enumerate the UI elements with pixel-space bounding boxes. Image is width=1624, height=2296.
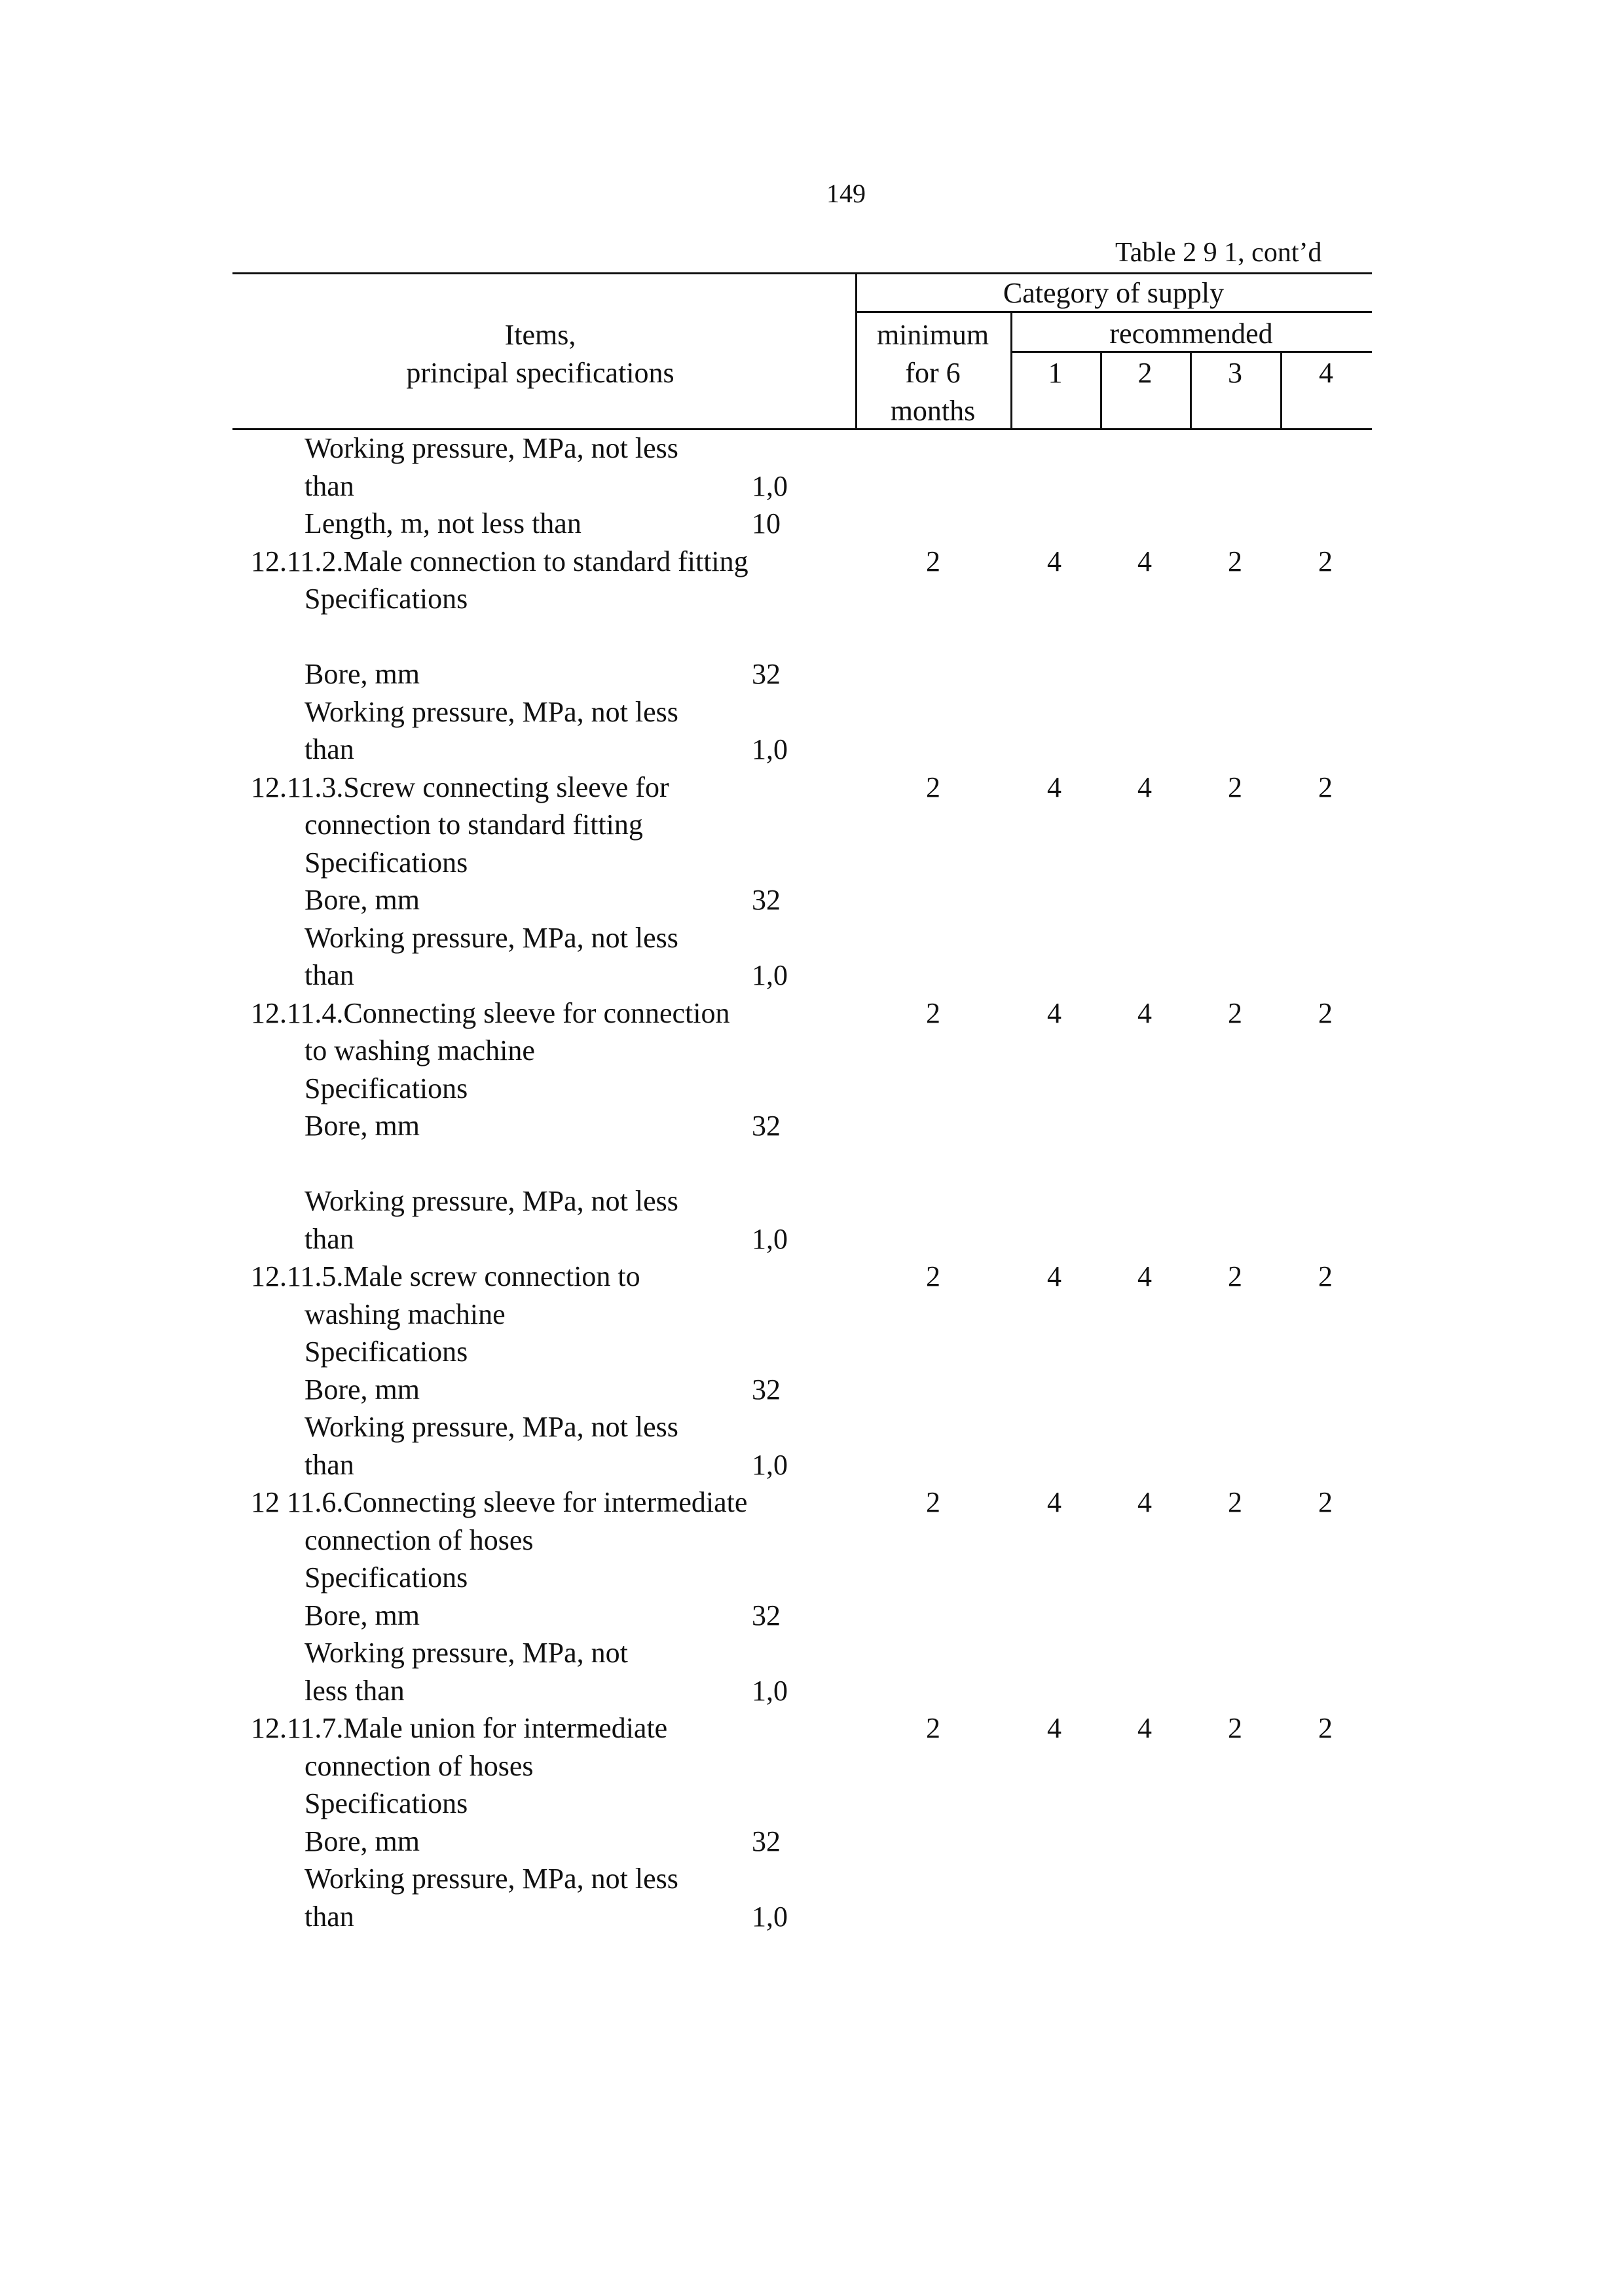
cell-recommended-3: 2 [1228, 1486, 1242, 1518]
spec-line: less than [304, 1675, 405, 1707]
cell-minimum: 2 [926, 1260, 940, 1292]
spec-line: Specifications [304, 1072, 468, 1104]
spec-line: Specifications [304, 1336, 468, 1368]
cell-minimum: 2 [926, 1712, 940, 1744]
cell-recommended-1: 4 [1047, 545, 1061, 577]
spec-line: connection of hoses [304, 1750, 534, 1782]
cell-recommended-3: 2 [1228, 997, 1242, 1029]
cell-recommended-1: 4 [1047, 1260, 1061, 1292]
spec-line: Working pressure, MPa, not [304, 1637, 628, 1669]
header-col-1: 1 [1048, 357, 1063, 389]
header-recommended: recommended [1109, 318, 1273, 350]
cell-recommended-2: 4 [1137, 1260, 1152, 1292]
cell-recommended-1: 4 [1047, 997, 1061, 1029]
header-col-2: 2 [1137, 357, 1153, 389]
cell-recommended-3: 2 [1228, 545, 1242, 577]
spec-line: than [304, 1901, 354, 1933]
page-number: 149 [826, 179, 866, 208]
spec-line: than [304, 959, 354, 991]
cell-recommended-4: 2 [1318, 997, 1333, 1029]
spec-line: Bore, mm [304, 884, 420, 916]
spec-value: 1,0 [752, 959, 788, 991]
spec-value: 1,0 [752, 1223, 788, 1255]
cell-recommended-2: 4 [1137, 1712, 1152, 1744]
spec-line: than [304, 733, 354, 765]
spec-line: Working pressure, MPa, not less [304, 1863, 678, 1895]
spec-value: 1,0 [752, 470, 788, 502]
spec-line: than [304, 1223, 354, 1255]
spec-line: Bore, mm [304, 658, 420, 690]
table-caption: Table 2 9 1, cont’d [1115, 238, 1322, 268]
cell-minimum: 2 [926, 1486, 940, 1518]
cell-recommended-4: 2 [1318, 1712, 1333, 1744]
spec-line: Length, m, not less than [304, 507, 581, 539]
item-title: 12.11.3.Screw connecting sleeve for [251, 771, 669, 803]
header-items: Items, [504, 319, 576, 351]
spec-line: connection to standard fitting [304, 809, 643, 841]
cell-recommended-4: 2 [1318, 545, 1333, 577]
item-title: 12.11.4.Connecting sleeve for connection [251, 997, 730, 1029]
cell-recommended-1: 4 [1047, 771, 1061, 803]
spec-line: than [304, 1449, 354, 1481]
header-col-4: 4 [1319, 357, 1333, 389]
spec-value: 1,0 [752, 1449, 788, 1481]
spec-line: Specifications [304, 1561, 468, 1594]
header-col-3: 3 [1228, 357, 1242, 389]
cell-recommended-3: 2 [1228, 1712, 1242, 1744]
spec-line: than [304, 470, 354, 502]
item-title: 12 11.6.Connecting sleeve for intermediate [251, 1486, 748, 1518]
spec-line: Working pressure, MPa, not less [304, 1411, 678, 1443]
spec-line: Working pressure, MPa, not less [304, 1185, 678, 1217]
spec-line: Bore, mm [304, 1110, 420, 1142]
spec-value: 10 [752, 507, 781, 539]
cell-recommended-4: 2 [1318, 1486, 1333, 1518]
cell-recommended-4: 2 [1318, 1260, 1333, 1292]
spec-line: Working pressure, MPa, not less [304, 696, 678, 728]
spec-line: connection of hoses [304, 1524, 534, 1556]
header-minimum: minimum [876, 319, 989, 351]
spec-value: 32 [752, 884, 781, 916]
spec-line: Specifications [304, 1787, 468, 1819]
spec-value: 32 [752, 1599, 781, 1631]
item-title: 12.11.7.Male union for intermediate [251, 1712, 668, 1744]
spec-value: 1,0 [752, 733, 788, 765]
spec-line: washing machine [304, 1298, 506, 1330]
item-title: 12.11.5.Male screw connection to [251, 1260, 640, 1292]
cell-recommended-2: 4 [1137, 771, 1152, 803]
cell-minimum: 2 [926, 997, 940, 1029]
category-rule [855, 311, 1372, 313]
item-title: 12.11.2.Male connection to standard fitting [251, 545, 748, 577]
header-category: Category of supply [1003, 277, 1225, 309]
spec-line: Working pressure, MPa, not less [304, 432, 678, 464]
spec-line: Bore, mm [304, 1825, 420, 1857]
table-top-rule [232, 272, 1372, 274]
spec-value: 32 [752, 1825, 781, 1857]
spec-value: 1,0 [752, 1675, 788, 1707]
cell-minimum: 2 [926, 545, 940, 577]
cell-recommended-2: 4 [1137, 997, 1152, 1029]
cell-recommended-1: 4 [1047, 1486, 1061, 1518]
spec-line: Working pressure, MPa, not less [304, 922, 678, 954]
cell-recommended-2: 4 [1137, 1486, 1152, 1518]
spec-value: 32 [752, 1110, 781, 1142]
cell-recommended-3: 2 [1228, 771, 1242, 803]
spec-line: Specifications [304, 583, 468, 615]
spec-line: Bore, mm [304, 1374, 420, 1406]
header-months: months [890, 395, 976, 427]
spec-line: Specifications [304, 847, 468, 879]
cell-minimum: 2 [926, 771, 940, 803]
cell-recommended-2: 4 [1137, 545, 1152, 577]
header-for-6: for 6 [905, 357, 961, 389]
spec-line: Bore, mm [304, 1599, 420, 1631]
cell-recommended-3: 2 [1228, 1260, 1242, 1292]
spec-value: 32 [752, 658, 781, 690]
cell-recommended-1: 4 [1047, 1712, 1061, 1744]
header-principal-specs: principal specifications [406, 357, 674, 389]
cell-recommended-4: 2 [1318, 771, 1333, 803]
spec-line: to washing machine [304, 1034, 535, 1066]
spec-value: 1,0 [752, 1901, 788, 1933]
spec-value: 32 [752, 1374, 781, 1406]
